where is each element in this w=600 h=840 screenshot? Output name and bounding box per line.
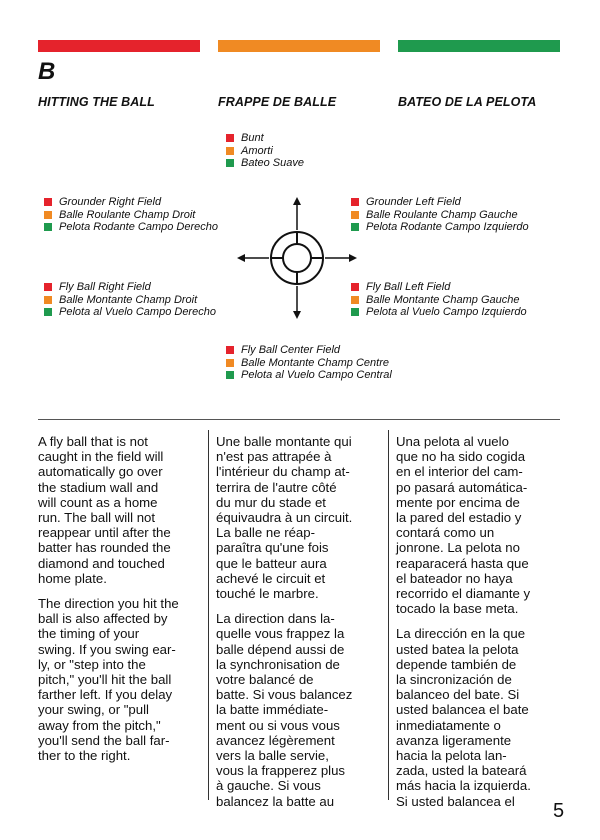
red-marker [44,198,52,206]
text-line: touché le marbre. [216,586,319,602]
fly-center-labels [226,344,392,382]
text-line: reappear until after the [38,525,171,541]
french-paragraph [216,611,386,809]
text-line: your swing, or "pull [38,702,149,718]
text-line: diamond and touched [38,555,165,571]
grounder-right-en: Grounder Right Field [59,196,162,208]
text-line: La balle ne réap- [216,525,315,541]
text-line: po pasará automática- [396,479,528,495]
text-line: Une balle montante qui [216,434,352,449]
fly-right-fr: Balle Montante Champ Droit [59,293,198,306]
text-line: terrira de l'autre côté [216,479,337,495]
text-line: inmediatamente o [396,717,501,733]
green-color-bar [398,40,560,52]
grounder-left-fr: Balle Roulante Champ Gauche [366,208,518,221]
text-line: à gauche. Si vous [216,778,321,794]
spanish-text-column [396,434,566,819]
grounder-right-labels [44,196,218,234]
fly-right-labels [44,281,216,319]
spanish-paragraph [396,434,566,616]
red-marker [226,134,234,142]
text-line: tocado la base meta. [396,601,519,617]
red-marker [226,346,234,354]
text-line: vous la frapperez plus [216,763,346,779]
text-line: la pared del estadio y [396,510,522,526]
text-line: que le batteur aura [216,555,327,571]
heading-french: FRAPPE DE BALLE [218,95,337,109]
orange-marker [44,296,52,304]
text-line: mente por encima de [396,494,520,510]
text-line: ball is also affected by [38,611,168,627]
bunt-labels [226,132,304,170]
text-line: La direction dans la- [216,611,335,627]
column-divider [388,430,389,800]
orange-marker [226,359,234,367]
text-line: automatically go over [38,464,163,480]
text-line: ther to the right. [38,748,131,764]
orange-marker [44,211,52,219]
text-line: batter has rounded the [38,540,171,556]
fly-left-es: Pelota al Vuelo Campo Izquierdo [366,306,527,318]
text-line: l'intérieur du champ at- [216,464,350,480]
text-line: équivaudra à un circuit. [216,510,353,526]
text-line: zada, usted la bateará [396,763,527,779]
green-marker [226,371,234,379]
grounder-left-labels [351,196,529,234]
text-line: La dirección en la que [396,626,526,642]
text-line: Una pelota al vuelo [396,434,509,449]
text-line: batte. Si vous balancez [216,687,353,703]
heading-english: HITTING THE BALL [38,95,155,109]
text-line: ly, or "step into the [38,656,146,672]
text-line: la batte immédiate- [216,702,329,718]
fly-right-en: Fly Ball Right Field [59,281,151,293]
text-line: Si usted balancea el [396,793,515,809]
bunt-fr: Amorti [241,144,273,157]
text-line: run. The ball will not [38,510,156,526]
text-line: más hacia la izquierda. [396,778,531,794]
page-number: 5 [553,800,565,822]
grounder-left-en: Grounder Left Field [366,196,461,208]
text-line: home plate. [38,570,107,586]
red-color-bar [38,40,200,52]
grounder-right-fr: Balle Roulante Champ Droit [59,208,196,221]
text-line: pitch," you'll hit the ball [38,672,172,688]
text-line: A fly ball that is not [38,434,148,449]
control-pad-icon [271,232,323,284]
text-line: you'll send the ball far- [38,732,170,748]
text-line: depende también de [396,656,517,672]
text-line: usted balancea el bate [396,702,529,718]
english-text-column [38,434,204,773]
direction-pad-diagram [234,190,364,330]
spanish-paragraph [396,626,566,808]
section-letter: B [38,58,56,85]
text-line: n'est pas attrapée à [216,449,332,465]
text-line: contará como un [396,525,495,541]
text-line: avanza ligeramente [396,732,512,748]
heading-spanish: BATEO DE LA PELOTA [398,95,537,109]
text-line: achevé le circuit et [216,570,326,586]
text-line: du mur du stade et [216,494,326,510]
fly-center-en: Fly Ball Center Field [241,344,341,356]
text-line: farther left. If you delay [38,687,173,703]
text-line: caught in the field will [38,449,164,465]
text-line: will count as a home [38,494,158,510]
english-paragraph [38,596,204,763]
text-line: ment ou si vous vous [216,717,340,733]
text-line: el bateador no haya [396,570,513,586]
text-line: usted batea la pelota [396,641,519,657]
section-divider [38,419,560,420]
text-line: que no ha sido cogida [396,449,526,465]
text-line: vers la balle servie, [216,748,329,764]
text-line: en el interior del cam- [396,464,523,480]
orange-color-bar [218,40,380,52]
text-line: balanceo del bate. Si [396,687,520,703]
green-marker [44,308,52,316]
text-line: the timing of your [38,626,140,642]
orange-marker [226,147,234,155]
text-line: la sincronización de [396,672,512,688]
fly-left-fr: Balle Montante Champ Gauche [366,293,520,306]
text-line: the stadium wall and [38,479,159,495]
column-divider [208,430,209,800]
text-line: balancez la batte au [216,793,335,809]
text-line: balle dépend aussi de [216,641,345,657]
text-line: la synchronisation de [216,656,340,672]
text-line: avancez légèrement [216,732,335,748]
text-line: jonrone. La pelota no [396,540,520,556]
fly-left-labels [351,281,527,319]
text-line: swing. If you swing ear- [38,641,176,657]
french-paragraph [216,434,386,601]
grounder-right-es: Pelota Rodante Campo Derecho [59,221,218,233]
text-line: votre balancé de [216,672,314,688]
text-line: hacia la pelota lan- [396,748,507,764]
grounder-left-es: Pelota Rodante Campo Izquierdo [366,221,529,233]
red-marker [44,283,52,291]
text-line: reaparacerá hasta que [396,555,529,571]
bunt-en: Bunt [241,132,264,144]
green-marker [44,223,52,231]
fly-left-en: Fly Ball Left Field [366,281,451,293]
text-line: away from the pitch," [38,717,161,733]
fly-center-fr: Balle Montante Champ Centre [241,356,389,369]
text-line: quelle vous frappez la [216,626,345,642]
text-line: recorrido el diamante y [396,586,531,602]
fly-center-es: Pelota al Vuelo Campo Central [241,369,392,381]
fly-right-es: Pelota al Vuelo Campo Derecho [59,306,216,318]
english-paragraph [38,434,204,586]
green-marker [226,159,234,167]
french-text-column [216,434,386,819]
text-line: paraîtra qu'une fois [216,540,329,556]
bunt-es: Bateo Suave [241,157,304,169]
text-line: The direction you hit the [38,596,179,612]
